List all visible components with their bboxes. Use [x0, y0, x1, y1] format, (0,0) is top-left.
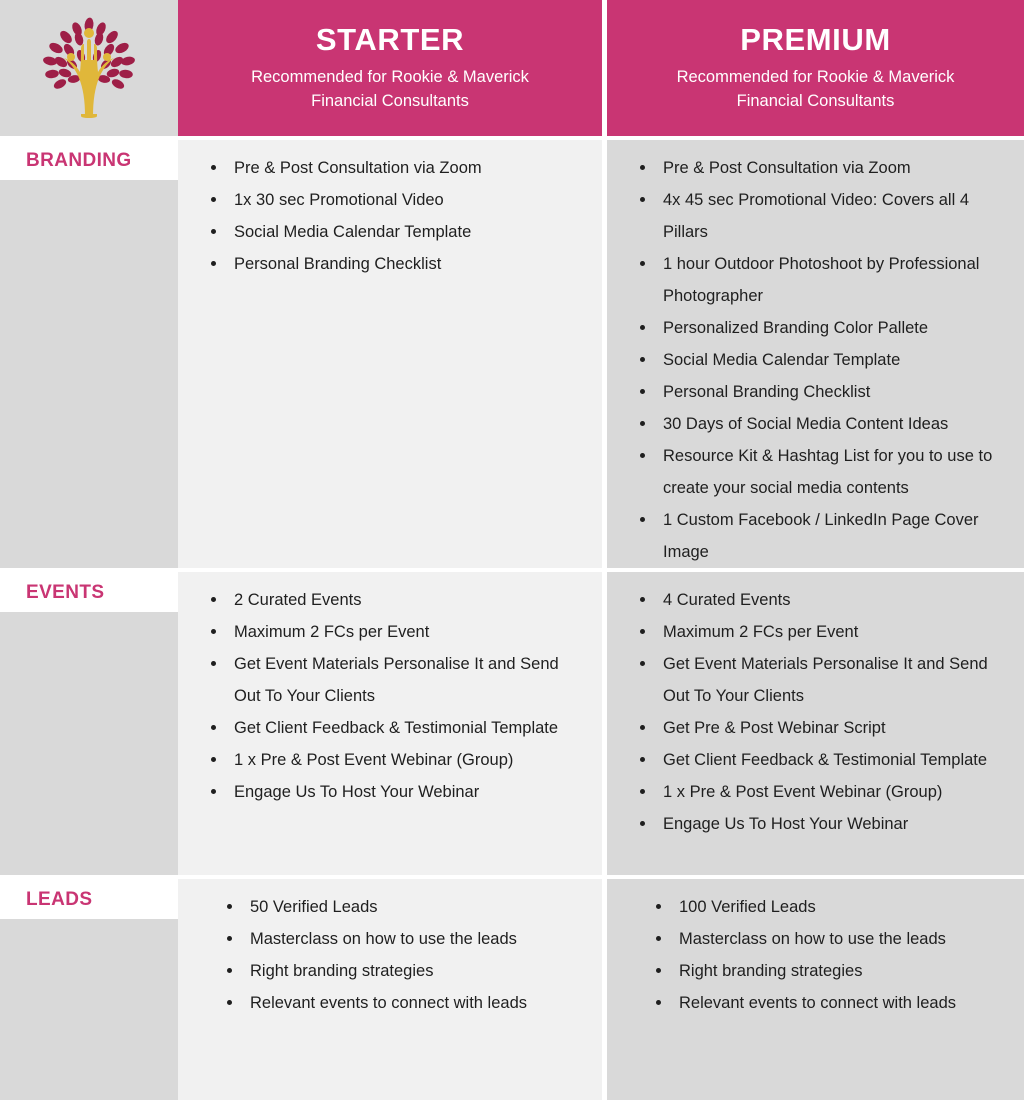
features-leads-starter [178, 879, 602, 1100]
plan-subtitle-starter: Recommended for Rookie & Maverick Financial Consultants [251, 67, 529, 111]
list-item: • Get Event Materials Personalise It and Send Out To Your Clients [657, 648, 1010, 712]
category-band-branding [0, 140, 178, 180]
plan-header-starter [178, 0, 602, 136]
list-item: • 1 Custom Facebook / LinkedIn Page Cover Image [657, 504, 1010, 568]
list-item: • Masterclass on how to use the leads [244, 923, 588, 955]
list-item: • Personal Branding Checklist [228, 248, 588, 280]
feature-list [192, 152, 588, 280]
list-item: • 50 Verified Leads [244, 891, 588, 923]
list-item: • Pre & Post Consultation via Zoom [657, 152, 1010, 184]
features-leads-premium [607, 879, 1024, 1100]
feature-list [621, 584, 1010, 840]
category-cell-leads [0, 879, 178, 1100]
features-events-starter [178, 572, 602, 875]
list-item: • Engage Us To Host Your Webinar [657, 808, 1010, 840]
list-item: • Masterclass on how to use the leads [673, 923, 1010, 955]
category-band-events [0, 572, 178, 612]
list-item: • Personalized Branding Color Pallete [657, 312, 1010, 344]
list-item: • Social Media Calendar Template [228, 216, 588, 248]
list-item: • 1 x Pre & Post Event Webinar (Group) [228, 744, 588, 776]
list-item: • Pre & Post Consultation via Zoom [228, 152, 588, 184]
category-cell-branding [0, 140, 178, 568]
feature-list [621, 152, 1010, 568]
category-fill-branding [0, 180, 178, 568]
list-item: • Right branding strategies [673, 955, 1010, 987]
list-item: • 4 Curated Events [657, 584, 1010, 616]
features-branding-premium [607, 140, 1024, 568]
list-item: • 1x 30 sec Promotional Video [228, 184, 588, 216]
features-branding-starter [178, 140, 602, 568]
list-item: • Right branding strategies [244, 955, 588, 987]
list-item: • Get Pre & Post Webinar Script [657, 712, 1010, 744]
feature-list [192, 891, 588, 1019]
plan-name-starter: STARTER [315, 21, 465, 57]
list-item: • Get Client Feedback & Testimonial Template [228, 712, 588, 744]
list-item: • Resource Kit & Hashtag List for you to use to create your social media contents [657, 440, 1010, 504]
list-item: • Social Media Calendar Template [657, 344, 1010, 376]
list-item: • Relevant events to connect with leads [244, 987, 588, 1019]
feature-list [621, 891, 1010, 1019]
list-item: • Maximum 2 FCs per Event [657, 616, 1010, 648]
category-label-branding: BRANDING [26, 149, 132, 171]
plan-subtitle-premium: Recommended for Rookie & Maverick Financial Consultants [676, 67, 955, 111]
category-band-leads [0, 879, 178, 919]
list-item: • Engage Us To Host Your Webinar [228, 776, 588, 808]
list-item: • Maximum 2 FCs per Event [228, 616, 588, 648]
category-fill-events [0, 612, 178, 875]
category-label-events: EVENTS [26, 581, 105, 603]
brand-logo-cell [0, 0, 178, 136]
list-item: • 2 Curated Events [228, 584, 588, 616]
list-item: • 4x 45 sec Promotional Video: Covers all 4 Pillars [657, 184, 1010, 248]
list-item: • 1 x Pre & Post Event Webinar (Group) [657, 776, 1010, 808]
list-item: • Get Event Materials Personalise It and Send Out To Your Clients [228, 648, 588, 712]
plan-name-premium: PREMIUM [740, 21, 891, 57]
category-fill-leads [0, 919, 178, 1100]
list-item: • 30 Days of Social Media Content Ideas [657, 408, 1010, 440]
category-label-leads: LEADS [26, 888, 93, 910]
list-item: • Get Client Feedback & Testimonial Template [657, 744, 1010, 776]
tree-people-logo-icon [41, 16, 137, 120]
features-events-premium [607, 572, 1024, 875]
list-item: • Relevant events to connect with leads [673, 987, 1010, 1019]
plan-header-premium [607, 0, 1024, 136]
feature-list [192, 584, 588, 808]
category-cell-events [0, 572, 178, 875]
list-item: • Personal Branding Checklist [657, 376, 1010, 408]
list-item: • 1 hour Outdoor Photoshoot by Professional Photographer [657, 248, 1010, 312]
list-item: • 100 Verified Leads [673, 891, 1010, 923]
